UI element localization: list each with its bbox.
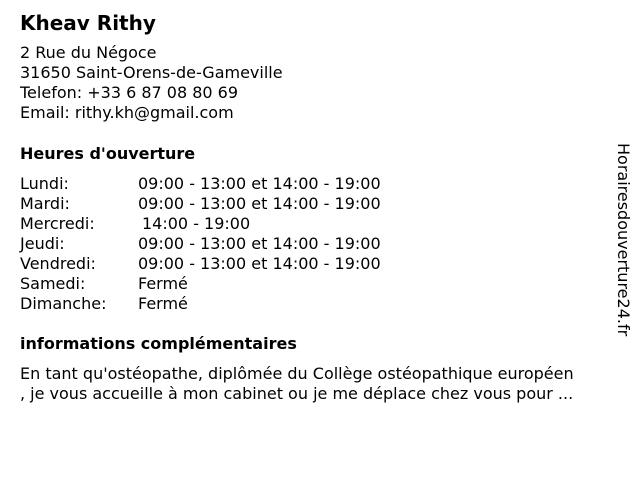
info-line: En tant qu'ostéopathe, diplômée du Collège ostéopathique européen <box>20 364 574 383</box>
watermark-brand <box>611 135 635 345</box>
day-label: Mercredi: <box>20 214 95 233</box>
additional-info-text <box>20 364 625 404</box>
email-address: Email: rithy.kh@gmail.com <box>20 103 234 122</box>
day-label: Mardi: <box>20 194 70 213</box>
day-hours: 09:00 - 13:00 et 14:00 - 19:00 <box>138 254 381 273</box>
day-label: Samedi: <box>20 274 86 293</box>
day-label: Dimanche: <box>20 294 107 313</box>
info-line: , je vous accueille à mon cabinet ou je me déplace chez vous pour ... <box>20 384 574 403</box>
day-hours: Fermé <box>138 274 188 293</box>
day-hours: 09:00 - 13:00 et 14:00 - 19:00 <box>138 174 381 193</box>
address-city: 31650 Saint-Orens-de-Gameville <box>20 63 283 82</box>
day-hours: 09:00 - 13:00 et 14:00 - 19:00 <box>138 194 381 213</box>
watermark-text: Horairesdouverture24.fr <box>614 143 633 337</box>
opening-hours-title: Heures d'ouverture <box>20 144 196 163</box>
day-label: Vendredi: <box>20 254 96 273</box>
day-label: Jeudi: <box>20 234 65 253</box>
contact-block <box>20 43 283 123</box>
day-label: Lundi: <box>20 174 69 193</box>
day-hours: Fermé <box>138 294 188 313</box>
phone-number: Telefon: +33 6 87 08 80 69 <box>20 83 239 102</box>
day-hours: 14:00 - 19:00 <box>142 214 251 233</box>
additional-info-title: informations complémentaires <box>20 334 297 353</box>
business-name: Kheav Rithy <box>20 11 156 35</box>
day-hours: 09:00 - 13:00 et 14:00 - 19:00 <box>138 234 381 253</box>
address-street: 2 Rue du Négoce <box>20 43 157 62</box>
